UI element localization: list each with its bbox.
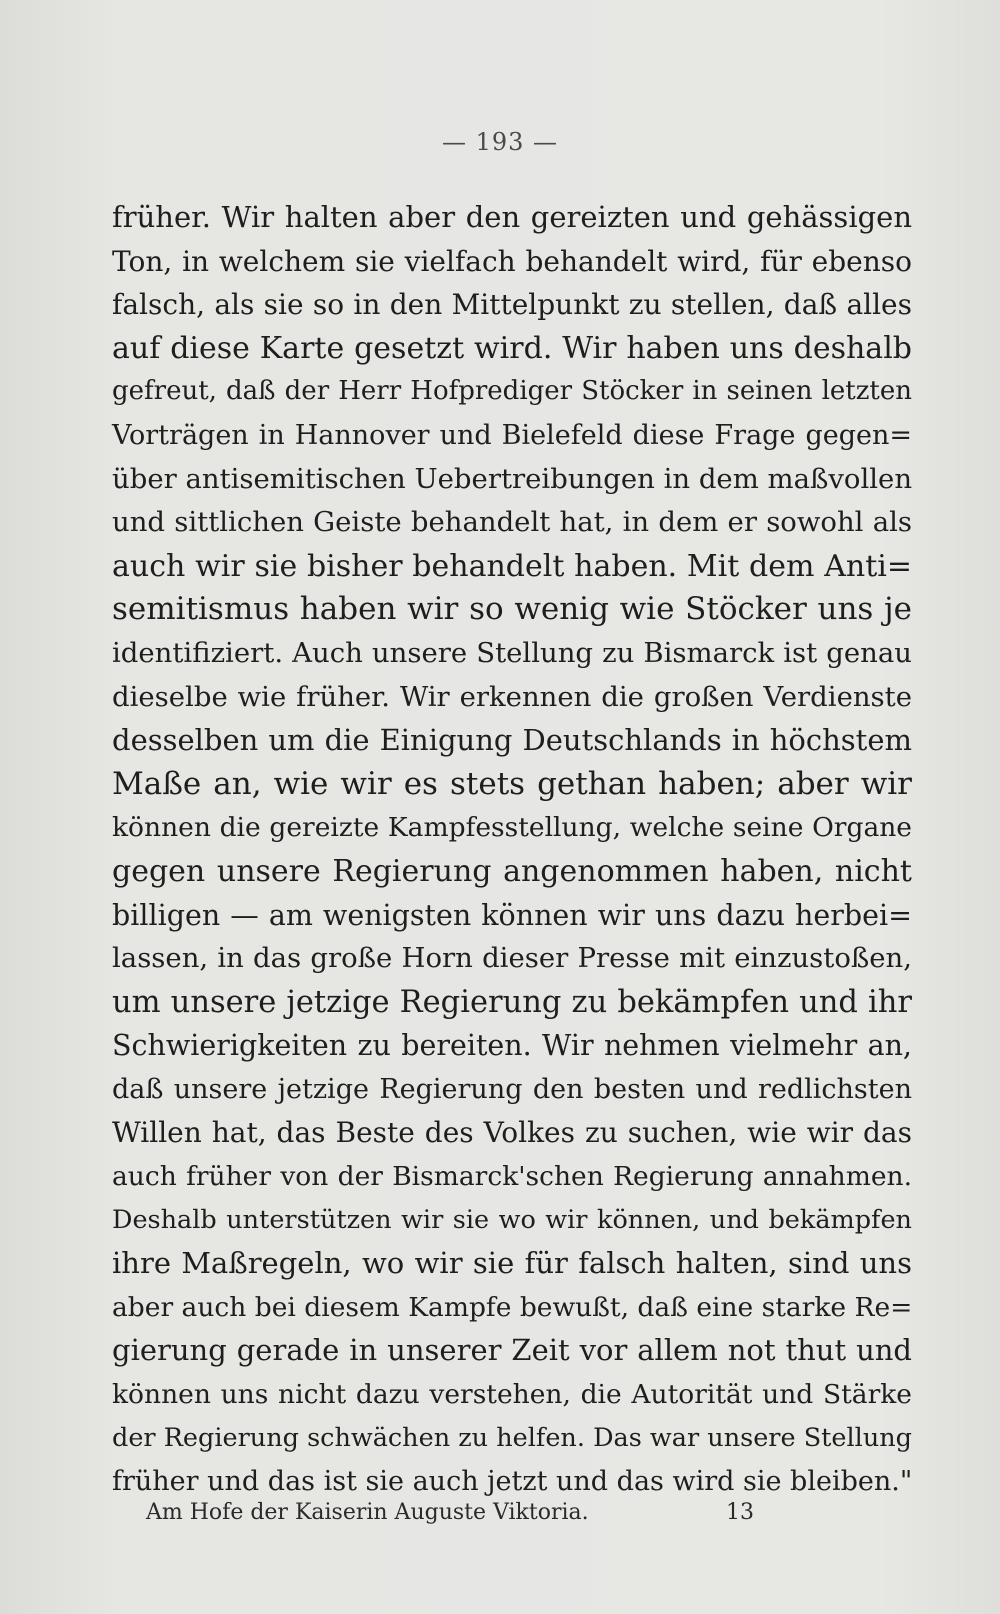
text-line: früher und das ist sie auch jetzt und das wird sie bleiben.": [112, 1466, 913, 1498]
text-line: Willen hat, das Beste des Volkes zu suchen, wie wir das: [112, 1116, 912, 1150]
text-line: gegen unsere Regierung angenommen haben, nicht: [112, 853, 912, 889]
text-line: lassen, in das große Horn dieser Presse mit einzustoßen,: [112, 942, 912, 975]
text-line: ihre Maßregeln, wo wir sie für falsch halten, sind uns: [112, 1246, 912, 1281]
body-text: [112, 196, 912, 1504]
text-line: semitismus haben wir so wenig wie Stöcker uns je: [112, 591, 912, 628]
text-line: gefreut, daß der Herr Hofprediger Stöcker in seinen letzten: [112, 376, 912, 407]
text-line: früher. Wir halten aber den gereizten und gehässigen: [112, 200, 912, 234]
text-line: der Regierung schwächen zu helfen. Das war unsere Stellung: [112, 1422, 912, 1453]
text-line: desselben um die Einigung Deutschlands in höchstem: [112, 723, 912, 758]
text-line: können die gereizte Kampfesstellung, welche seine Organe: [112, 812, 912, 844]
text-line: können uns nicht dazu verstehen, die Autorität und Stärke: [112, 1379, 912, 1411]
text-line: Vorträgen in Hannover und Bielefeld diese Frage gegen=: [112, 419, 912, 451]
text-line: gierung gerade in unserer Zeit vor allem not thut und: [112, 1333, 912, 1368]
text-line: Deshalb unterstützen wir sie wo wir können, und bekämpfen: [112, 1204, 912, 1235]
text-line: und sittlichen Geiste behandelt hat, in dem er sowohl als: [112, 506, 912, 539]
text-line: über antisemitischen Uebertreibungen in dem maßvollen: [112, 462, 913, 495]
text-line: daß unsere jetzige Regierung den besten und redlichsten: [112, 1073, 912, 1105]
text-line: dieselbe wie früher. Wir erkennen die großen Verdienste: [112, 680, 912, 713]
text-line: auch wir sie bisher behandelt haben. Mit dem Anti=: [112, 548, 912, 584]
text-line: falsch, als sie so in den Mittelpunkt zu stellen, daß alles: [112, 288, 912, 322]
text-line: aber auch bei diesem Kampfe bewußt, daß eine starke Re=: [112, 1291, 913, 1323]
footer-source-title: Am Hofe der Kaiserin Auguste Viktoria.: [146, 1500, 589, 1525]
text-line: Maße an, wie wir es stets gethan haben; aber wir: [112, 765, 912, 802]
footer-signature-number: 13: [726, 1500, 754, 1525]
text-line: auch früher von der Bismarck'schen Regierung annahmen.: [112, 1161, 912, 1193]
text-line: Ton, in welchem sie vielfach behandelt wird, für ebenso: [112, 244, 912, 278]
text-line: Schwierigkeiten zu bereiten. Wir nehmen vielmehr an,: [112, 1029, 912, 1063]
text-line: identifiziert. Auch unsere Stellung zu Bismarck ist genau: [112, 636, 912, 669]
text-line: auf diese Karte gesetzt wird. Wir haben uns deshalb: [112, 330, 912, 366]
text-line: um unsere jetzige Regierung zu bekämpfen und ihr: [112, 984, 912, 1020]
page-number: — 193 —: [441, 128, 559, 156]
text-line: billigen — am wenigsten können wir uns dazu herbei=: [112, 898, 912, 932]
